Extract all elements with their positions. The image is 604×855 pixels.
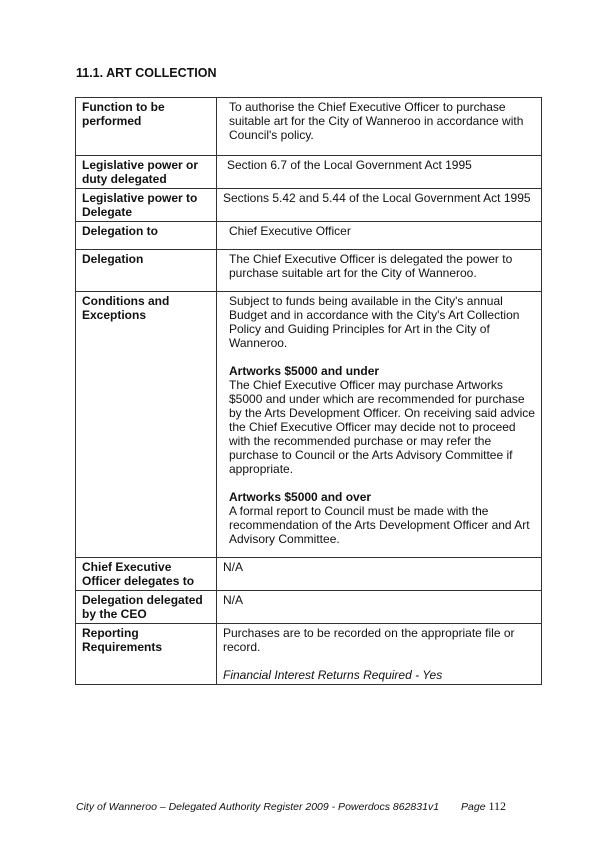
row-value: To authorise the Chief Executive Officer to purchase suitable art for the City of Wanneroo in accordance with Council's policy.: [217, 98, 542, 156]
row-value: Chief Executive Officer: [217, 222, 542, 250]
page-number: 112: [488, 799, 507, 813]
row-value: Section 6.7 of the Local Government Act 1995: [217, 156, 542, 189]
table-row: [76, 591, 542, 624]
row-value: Sections 5.42 and 5.44 of the Local Government Act 1995: [217, 189, 542, 222]
row-value: N/A: [217, 558, 542, 591]
row-value: Purchases are to be recorded on the appropriate file or record. Financial Interest Returns Required - Yes: [217, 624, 542, 685]
conditions-heading-under: Artworks $5000 and under: [229, 364, 380, 378]
table-row: [76, 222, 542, 250]
conditions-text-over: A formal report to Council must be made with the recommendation of the Arts Development Officer and Art Advisory Committee.: [229, 504, 530, 546]
page-label: Page: [461, 801, 486, 813]
table-row: [76, 558, 542, 591]
row-label: Delegation delegated by the CEO: [76, 591, 217, 624]
table-row: [76, 98, 542, 156]
row-value: N/A: [217, 591, 542, 624]
table-row: [76, 292, 542, 558]
row-label: Conditions and Exceptions: [76, 292, 217, 558]
page-title: 11.1. ART COLLECTION: [76, 66, 217, 80]
row-value: [217, 292, 542, 558]
row-value: The Chief Executive Officer is delegated the power to purchase suitable art for the City of Wanneroo.: [217, 250, 542, 292]
row-label: Reporting Requirements: [76, 624, 217, 685]
row-label: Delegation: [76, 250, 217, 292]
row-label: Function to be performed: [76, 98, 217, 156]
row-label: Legislative power or duty delegated: [76, 156, 217, 189]
conditions-text-under: The Chief Executive Officer may purchase Artworks $5000 and under which are recommended for purchase by the Arts Development Officer. On receiving said advice the Chief Executive Officer may decide not to proceed with the recommended purchase or may refer the purchase to Council or the Arts Advisory Committee if appropriate.: [229, 378, 535, 476]
page-footer: [76, 799, 506, 814]
table-row: [76, 156, 542, 189]
conditions-heading-over: Artworks $5000 and over: [229, 490, 372, 504]
row-label: Legislative power to Delegate: [76, 189, 217, 222]
reporting-note: Financial Interest Returns Required - Yes: [223, 668, 443, 682]
conditions-intro: Subject to funds being available in the City's annual Budget and in accordance with the City's Art Collection Policy and Guiding Principles for Art in the City of Wanneroo.: [229, 294, 520, 350]
delegation-table: [75, 97, 542, 685]
row-label: Chief Executive Officer delegates to: [76, 558, 217, 591]
row-label: Delegation to: [76, 222, 217, 250]
footer-text: City of Wanneroo – Delegated Authority Register 2009 - Powerdocs 862831v1: [76, 801, 440, 813]
table-row: [76, 250, 542, 292]
table-row: [76, 624, 542, 685]
table-row: [76, 189, 542, 222]
